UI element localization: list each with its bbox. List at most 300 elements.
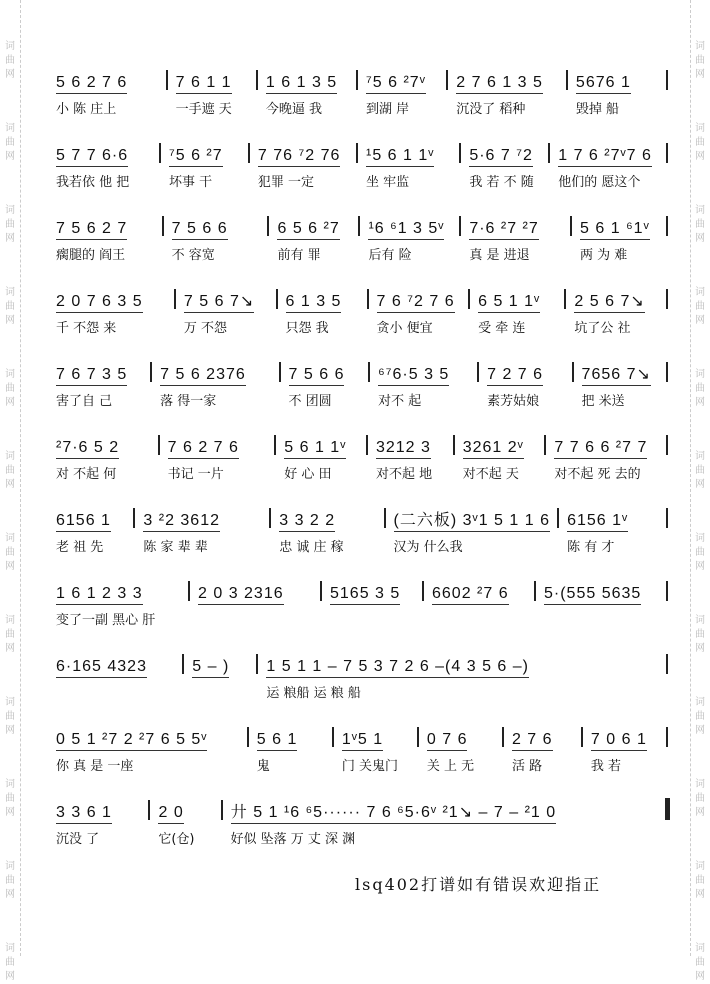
measure-notes: 7 5 6 2 7: [56, 220, 127, 240]
measure-notes: 5 – ): [192, 658, 229, 678]
lyric-text: 小 陈 庄上: [56, 101, 117, 117]
measure-notes: 7 6 2 7 6: [168, 439, 239, 459]
measure-notes: 1 6 1 3 5: [266, 74, 337, 94]
measure-notes: 5·(555 5635: [544, 585, 641, 605]
measure: [280, 293, 365, 311]
watermark-char: 曲: [695, 629, 705, 640]
barline: [148, 800, 150, 820]
watermark-right: [690, 0, 710, 982]
watermark-char: 网: [5, 561, 15, 572]
measure-notes: 3 ²2 3612: [143, 512, 220, 532]
measure-notes: 7 5 6 7↘: [184, 293, 254, 313]
notation-row: [50, 350, 670, 384]
lyric-text: 鬼: [256, 758, 270, 774]
lyric-text: 毁掉 船: [575, 101, 620, 117]
barline: [566, 70, 568, 90]
barline: [417, 727, 419, 747]
lyric-text: 我若依 他 把: [56, 174, 130, 190]
watermark-char: 网: [695, 69, 705, 80]
watermark-group: [5, 860, 15, 902]
barline: [269, 508, 271, 528]
watermark-char: 词: [5, 615, 15, 626]
lyric-text: 运 粮船 运 粮 船: [266, 685, 361, 701]
measure: [225, 799, 665, 822]
watermark-char: 网: [5, 971, 15, 982]
watermark-char: 网: [695, 397, 705, 408]
lyric-text: 对不起 死 去的: [554, 466, 641, 482]
barline: [358, 216, 360, 236]
measure: [362, 220, 457, 238]
barline: [666, 581, 668, 601]
watermark-char: 网: [695, 233, 705, 244]
measure: [152, 804, 218, 822]
lyric-text: 瘸腿的 阎王: [56, 247, 126, 263]
watermark-char: 词: [5, 287, 15, 298]
barline: [276, 289, 278, 309]
notation-row: [50, 277, 670, 311]
measure: [360, 74, 444, 92]
watermark-group: [5, 368, 15, 410]
transcriber-note: lsq402打谱如有错误欢迎指正: [355, 875, 602, 894]
lyrics-row: [50, 603, 670, 633]
notation-row: [50, 642, 670, 676]
staff-line: [50, 131, 670, 204]
notation-row: [50, 569, 670, 603]
watermark-char: 词: [5, 943, 15, 954]
watermark-char: 词: [5, 123, 15, 134]
watermark-char: 网: [5, 479, 15, 490]
measure-notes: 7656 7↘: [582, 366, 651, 386]
lyrics-row: [50, 676, 670, 706]
measure-notes: ¹6 ⁶1 3 5ᵛ: [368, 220, 444, 240]
watermark-char: 词: [5, 779, 15, 790]
watermark-group: [695, 860, 705, 902]
lyric-text: 汉为 什么我: [393, 539, 463, 555]
watermark-char: 曲: [695, 137, 705, 148]
lyric-text: 好似 坠落 万 丈 深 渊: [230, 831, 356, 847]
measure: [481, 366, 569, 384]
watermark-char: 词: [5, 41, 15, 52]
lyric-text: 陈 家 辈 辈: [143, 539, 208, 555]
watermark-char: 曲: [695, 383, 705, 394]
measure: [388, 507, 556, 530]
barline: [446, 70, 448, 90]
watermark-char: 曲: [695, 793, 705, 804]
watermark-char: 曲: [5, 55, 15, 66]
lyric-text: 两 为 难: [580, 247, 628, 263]
lyric-text: 不 团圆: [288, 393, 332, 409]
measure: [50, 585, 186, 603]
measure: [163, 147, 246, 165]
barline: [422, 581, 424, 601]
measure-notes: 5·6 7 ⁷2: [469, 147, 533, 167]
barline: [274, 435, 276, 455]
watermark-char: 网: [695, 807, 705, 818]
barline: [150, 362, 152, 382]
barline: [548, 143, 550, 163]
watermark-char: 网: [5, 151, 15, 162]
measure: [50, 366, 148, 384]
barline: [666, 216, 668, 236]
barline: [248, 143, 250, 163]
lyric-text: 坐 牢监: [366, 174, 410, 190]
watermark-char: 词: [5, 369, 15, 380]
measure-notes: 7·6 ²7 ²7: [469, 220, 538, 240]
lyric-text: 老 祖 先: [56, 539, 104, 555]
lyric-text: 落 得一家: [160, 393, 217, 409]
barline: [666, 70, 668, 90]
watermark-char: 曲: [5, 875, 15, 886]
measure: [426, 585, 532, 603]
lyric-text: 我 若: [590, 758, 622, 774]
watermark-group: [5, 40, 15, 82]
watermark-group: [695, 450, 705, 492]
measure-notes: 2 0 7 6 3 5: [56, 293, 143, 313]
lyric-text: 它(仓): [158, 831, 195, 847]
watermark-char: 网: [5, 643, 15, 654]
watermark-group: [695, 204, 705, 246]
measure-notes: 7 7 6 6 ²7 7: [554, 439, 647, 459]
lyric-text: 他们的 愿这个: [558, 174, 641, 190]
lyric-text: 不 容宽: [171, 247, 215, 263]
notation-row: [50, 496, 670, 530]
barline: [666, 727, 668, 747]
lyrics-row: [50, 238, 670, 268]
measure: [372, 366, 475, 384]
measure: [371, 293, 467, 311]
measure-notes: 6 1 3 5: [286, 293, 342, 313]
measure: [186, 658, 254, 676]
measure: [50, 512, 131, 530]
measure-notes: ¹5 6 1 1ᵛ: [366, 147, 434, 167]
watermark-char: 曲: [695, 875, 705, 886]
barline: [367, 289, 369, 309]
measure: [260, 658, 664, 676]
measure: [552, 147, 664, 165]
measure-notes: 0 5 1 ²7 2 ²7 6 5 5ᵛ: [56, 731, 207, 751]
staff-line: [50, 788, 670, 861]
watermark-char: 网: [695, 725, 705, 736]
watermark-char: 曲: [695, 957, 705, 968]
measure: [166, 220, 266, 238]
lyrics-row: [50, 384, 670, 414]
lyric-text: 书记 一片: [167, 466, 224, 482]
watermark-char: 曲: [5, 383, 15, 394]
measure-notes: 2 7 6 1 3 5: [456, 74, 543, 94]
staff-line: [50, 423, 670, 496]
measure: [463, 147, 546, 165]
watermark-group: [695, 614, 705, 656]
measure: [585, 731, 664, 749]
measure: [50, 731, 245, 749]
watermark-group: [695, 532, 705, 574]
staff-line: [50, 350, 670, 423]
watermark-char: 曲: [5, 711, 15, 722]
watermark-char: 词: [5, 205, 15, 216]
barline: [221, 800, 223, 820]
measure-notes: (二六板) 3ᵛ1 5 1 1 6: [394, 512, 550, 532]
barline: [581, 727, 583, 747]
lyric-text: 只怨 我: [285, 320, 329, 336]
notation-row: [50, 788, 670, 822]
barline: [162, 216, 164, 236]
watermark-group: [5, 778, 15, 820]
measure: [137, 512, 267, 530]
measure: [154, 366, 276, 384]
measure: [568, 291, 664, 311]
measure-notes: 5676 1: [576, 74, 631, 94]
watermark-group: [695, 122, 705, 164]
barline: [356, 70, 358, 90]
staff-line: [50, 715, 670, 788]
lyric-text: 素芳姑娘: [487, 393, 540, 409]
barline: [564, 289, 566, 309]
watermark-char: 词: [695, 615, 705, 626]
measure: [50, 147, 157, 165]
measure-notes: 1 6 1 2 3 3: [56, 585, 143, 605]
measure: [538, 585, 664, 603]
measure: [421, 731, 500, 749]
watermark-char: 曲: [5, 301, 15, 312]
barline: [256, 70, 258, 90]
watermark-group: [5, 614, 15, 656]
barline: [502, 727, 504, 747]
measure-notes: 5 7 7 6·6: [56, 147, 128, 167]
measure: [50, 220, 160, 238]
lyric-text: 沉没 了: [56, 831, 100, 847]
lyric-text: 对 不起 何: [56, 466, 117, 482]
measure: [450, 74, 564, 92]
lyric-text: 你 真 是 一座: [56, 758, 134, 774]
watermark-char: 曲: [5, 465, 15, 476]
measure-notes: 7 6 ⁷2 7 6: [377, 293, 455, 313]
barline: [256, 654, 258, 674]
measure-notes: 1 7 6 ²7ᵛ7 6: [558, 147, 652, 167]
watermark-group: [5, 942, 15, 984]
lyric-text: 千 不怨 来: [56, 320, 117, 336]
watermark-char: 词: [695, 779, 705, 790]
lyric-text: 忠 诚 庄 稼: [279, 539, 344, 555]
lyric-text: 沉没了 稻种: [456, 101, 526, 117]
measure-notes: 3 3 2 2: [279, 512, 335, 532]
measure-notes: ²7·6 5 2: [56, 439, 119, 459]
watermark-char: 词: [5, 451, 15, 462]
watermark-group: [695, 942, 705, 984]
watermark-char: 网: [5, 233, 15, 244]
barline: [572, 362, 574, 382]
barline: [666, 435, 668, 455]
lyric-text: 一手遮 天: [175, 101, 232, 117]
measure-notes: 1 5 1 1 – 7 5 3 7 2 6 –(4 3 5 6 –): [266, 658, 529, 678]
measure: [50, 74, 164, 92]
barline: [557, 508, 559, 528]
watermark-group: [5, 532, 15, 574]
watermark-group: [695, 778, 705, 820]
measure: [506, 731, 579, 749]
lyric-text: 变了一副 黑心 肝: [56, 612, 156, 628]
measure-notes: 7 5 6 2376: [160, 366, 246, 386]
lyric-text: 贪小 便宜: [376, 320, 433, 336]
watermark-char: 词: [5, 861, 15, 872]
watermark-group: [5, 696, 15, 738]
measure-notes: 7 0 6 1: [591, 731, 647, 751]
lyrics-row: [50, 165, 670, 195]
measure: [50, 658, 180, 676]
barline: [332, 727, 334, 747]
watermark-group: [695, 368, 705, 410]
measure-notes: 6 5 1 1ᵛ: [478, 293, 540, 313]
barline: [666, 508, 668, 528]
watermark-char: 词: [5, 697, 15, 708]
barline: [159, 143, 161, 163]
lyric-text: 犯罪 一定: [257, 174, 314, 190]
lyric-text: 对不起 地: [375, 466, 433, 482]
lyrics-row: [50, 457, 670, 487]
measure: [170, 74, 254, 92]
measure-notes: ⁶⁷6·5 3 5: [378, 366, 449, 386]
watermark-group: [695, 696, 705, 738]
barline: [247, 727, 249, 747]
barline: [133, 508, 135, 528]
measure-notes: 7 76 ⁷2 76: [258, 147, 341, 167]
barline: [453, 435, 455, 455]
watermark-char: 网: [695, 643, 705, 654]
staff-line: [50, 642, 670, 715]
measure: [561, 512, 664, 530]
final-barline: [665, 798, 670, 820]
measure: [251, 731, 330, 749]
measure-notes: ⁷5 6 ²7ᵛ: [366, 74, 426, 94]
measure: [457, 439, 543, 457]
measure: [463, 220, 568, 238]
measure-notes: 7 5 6 6: [289, 366, 345, 386]
measure-notes: 1ᵛ5 1: [342, 731, 383, 751]
lyrics-row: [50, 822, 670, 852]
measure-notes: 7 5 6 6: [172, 220, 228, 240]
watermark-char: 曲: [695, 711, 705, 722]
watermark-left: [0, 0, 20, 982]
measure-notes: 5 6 2 7 6: [56, 74, 127, 94]
measure: [576, 364, 664, 384]
lyric-text: 把 米送: [581, 393, 625, 409]
watermark-char: 网: [695, 889, 705, 900]
staff-line: [50, 569, 670, 642]
measure: [162, 439, 273, 457]
measure: [178, 291, 274, 311]
staff-line: [50, 496, 670, 569]
watermark-char: 词: [695, 287, 705, 298]
barline: [267, 216, 269, 236]
watermark-char: 词: [695, 697, 705, 708]
staff-line: [50, 58, 670, 131]
lyrics-row: [50, 749, 670, 779]
lyric-text: 害了自 己: [56, 393, 113, 409]
measure-notes: 2 0: [158, 804, 183, 824]
measure: [192, 585, 318, 603]
lyric-text: 万 不怨: [183, 320, 228, 336]
measure: [273, 512, 381, 530]
measure-notes: 5165 3 5: [330, 585, 400, 605]
lyrics-row: [50, 92, 670, 122]
score-sheet: [50, 58, 670, 861]
staff-line: [50, 277, 670, 350]
watermark-char: 网: [5, 315, 15, 326]
watermark-char: 词: [695, 123, 705, 134]
watermark-char: 曲: [5, 957, 15, 968]
notation-row: [50, 131, 670, 165]
measure-notes: 7 2 7 6: [487, 366, 543, 386]
barline: [570, 216, 572, 236]
measure: [574, 220, 664, 238]
barline: [666, 362, 668, 382]
barline: [182, 654, 184, 674]
watermark-char: 词: [695, 205, 705, 216]
measure: [271, 220, 356, 238]
measure-notes: 2 5 6 7↘: [574, 293, 644, 313]
measure-notes: 5 6 1: [257, 731, 298, 751]
watermark-group: [5, 450, 15, 492]
measure: [472, 293, 562, 311]
measure-notes: 廾 5 1 ¹6 ⁶5······ 7 6 ⁶5·6ᵛ ²1↘ – 7 – ²1 0: [231, 804, 556, 824]
barline: [384, 508, 386, 528]
measure: [283, 366, 367, 384]
watermark-char: 网: [5, 69, 15, 80]
watermark-char: 词: [695, 943, 705, 954]
watermark-char: 曲: [695, 465, 705, 476]
measure: [50, 804, 146, 822]
watermark-char: 曲: [5, 219, 15, 230]
barline: [366, 435, 368, 455]
left-margin-line: [20, 0, 21, 956]
measure-notes: 6 5 6 ²7: [277, 220, 339, 240]
barline: [279, 362, 281, 382]
watermark-char: 曲: [695, 301, 705, 312]
measure-notes: 6156 1ᵛ: [567, 512, 628, 532]
barline: [368, 362, 370, 382]
watermark-char: 词: [695, 533, 705, 544]
lyric-text: 真 是 进退: [469, 247, 530, 263]
watermark-char: 词: [5, 533, 15, 544]
measure-notes: 3261 2ᵛ: [463, 439, 524, 459]
watermark-char: 曲: [5, 137, 15, 148]
watermark-group: [695, 40, 705, 82]
measure-notes: 2 7 6: [512, 731, 553, 751]
lyric-text: 好 心 田: [284, 466, 332, 482]
notation-row: [50, 423, 670, 457]
barline: [166, 70, 168, 90]
lyric-text: 到湖 岸: [366, 101, 410, 117]
watermark-char: 曲: [695, 55, 705, 66]
lyric-text: 后有 险: [368, 247, 412, 263]
watermark-char: 曲: [5, 547, 15, 558]
measure: [548, 439, 664, 457]
watermark-group: [5, 286, 15, 328]
barline: [188, 581, 190, 601]
measure: [50, 439, 156, 457]
lyric-text: 陈 有 才: [567, 539, 615, 555]
measure-notes: 0 7 6: [427, 731, 468, 751]
watermark-char: 曲: [695, 547, 705, 558]
watermark-char: 词: [695, 41, 705, 52]
lyric-text: 前有 罪: [277, 247, 321, 263]
measure-notes: ⁷5 6 ²7: [169, 147, 223, 167]
barline: [534, 581, 536, 601]
barline: [158, 435, 160, 455]
watermark-char: 网: [695, 479, 705, 490]
lyric-text: 我 若 不 随: [469, 174, 534, 190]
staff-line: [50, 204, 670, 277]
measure: [570, 74, 664, 92]
